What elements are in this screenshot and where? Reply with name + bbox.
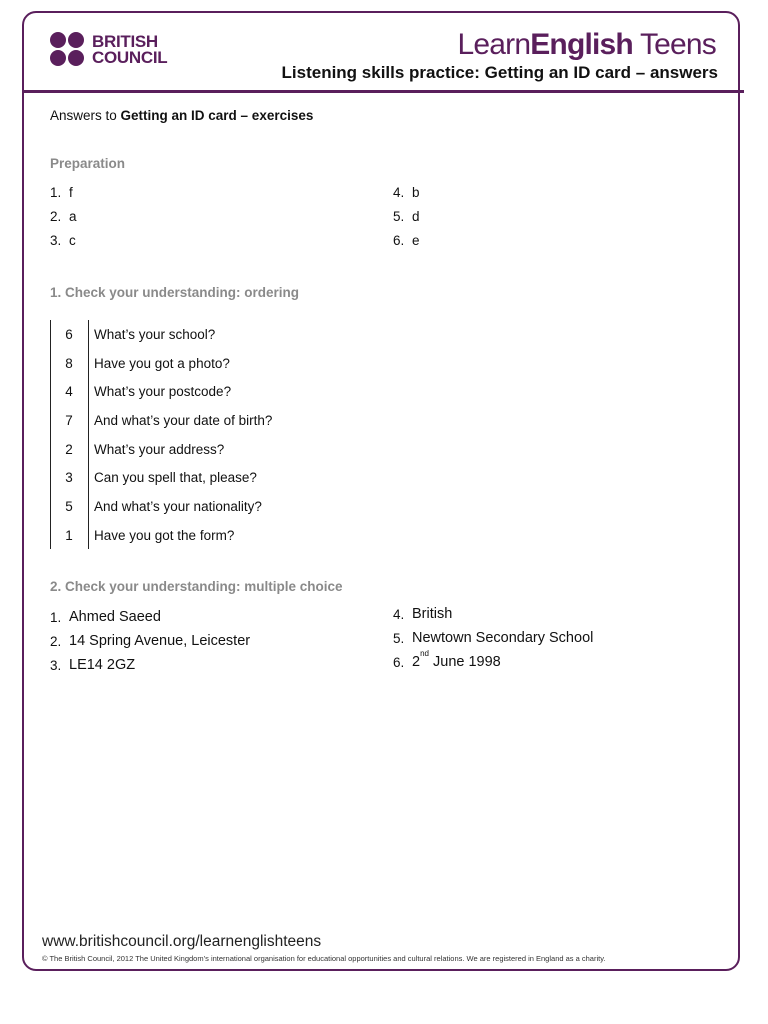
table-row: 1 Have you got the form? — [65, 527, 235, 543]
learnenglish-teens-logo — [457, 28, 716, 62]
list-item: 6. 2 nd June 1998 — [393, 649, 501, 670]
list-item: 2. 14 Spring Avenue, Leicester — [50, 633, 251, 649]
logo-learn: Learn — [457, 28, 531, 61]
table-row: 7 And what’s your date of birth? — [65, 412, 273, 428]
preparation-list-right — [393, 185, 420, 257]
table-row: 4 What’s your postcode? — [65, 384, 232, 400]
table-row: 6 What’s your school? — [65, 326, 216, 342]
multiple-choice-list-right — [393, 606, 593, 678]
british-council-dots-icon — [50, 32, 85, 67]
logo-english: English — [530, 28, 633, 61]
list-item: 4. British — [393, 606, 453, 622]
list-item: 3. c — [50, 233, 76, 248]
list-item: 1. Ahmed Saeed — [50, 609, 161, 625]
list-item: 5. d — [393, 209, 420, 224]
list-item: 6. e — [393, 233, 420, 248]
document-title: Listening skills practice: Getting an ID card – answers — [281, 63, 718, 82]
table-row: 5 And what’s your nationality? — [65, 499, 262, 515]
preparation-list-left — [50, 185, 77, 257]
list-item: 5. Newtown Secondary School — [393, 630, 594, 646]
list-item: 1. f — [50, 185, 73, 200]
table-row: 3 Can you spell that, please? — [65, 470, 257, 486]
footer-copyright: © The British Council, 2012 The United Kingdom’s international organisation for educational opportunities and cultural relations. We are registered in England as a charity. — [42, 954, 606, 963]
table-row: 2 What’s your address? — [65, 441, 225, 457]
british-council-logo — [50, 32, 167, 67]
intro-exercise-title: Getting an ID card – exercises — [120, 108, 314, 123]
multiple-choice-heading: 2. Check your understanding: multiple choice — [50, 579, 343, 594]
brand-line-2: COUNCIL — [92, 47, 168, 67]
list-item: 2. a — [50, 209, 77, 224]
list-item: 3. LE14 2GZ — [50, 657, 136, 673]
ordering-heading: 1. Check your understanding: ordering — [50, 285, 300, 300]
multiple-choice-list-left — [50, 609, 250, 681]
preparation-heading: Preparation — [50, 156, 126, 171]
header-divider — [22, 90, 744, 93]
intro-line — [50, 108, 313, 123]
footer-url: www.britishcouncil.org/learnenglishteens — [42, 933, 322, 950]
list-item: 4. b — [393, 185, 420, 200]
table-row: 8 Have you got a photo? — [65, 355, 230, 371]
intro-prefix: Answers to — [50, 108, 121, 123]
logo-teens: Teens — [632, 28, 716, 61]
brand-line-1: BRITISH — [92, 31, 158, 51]
